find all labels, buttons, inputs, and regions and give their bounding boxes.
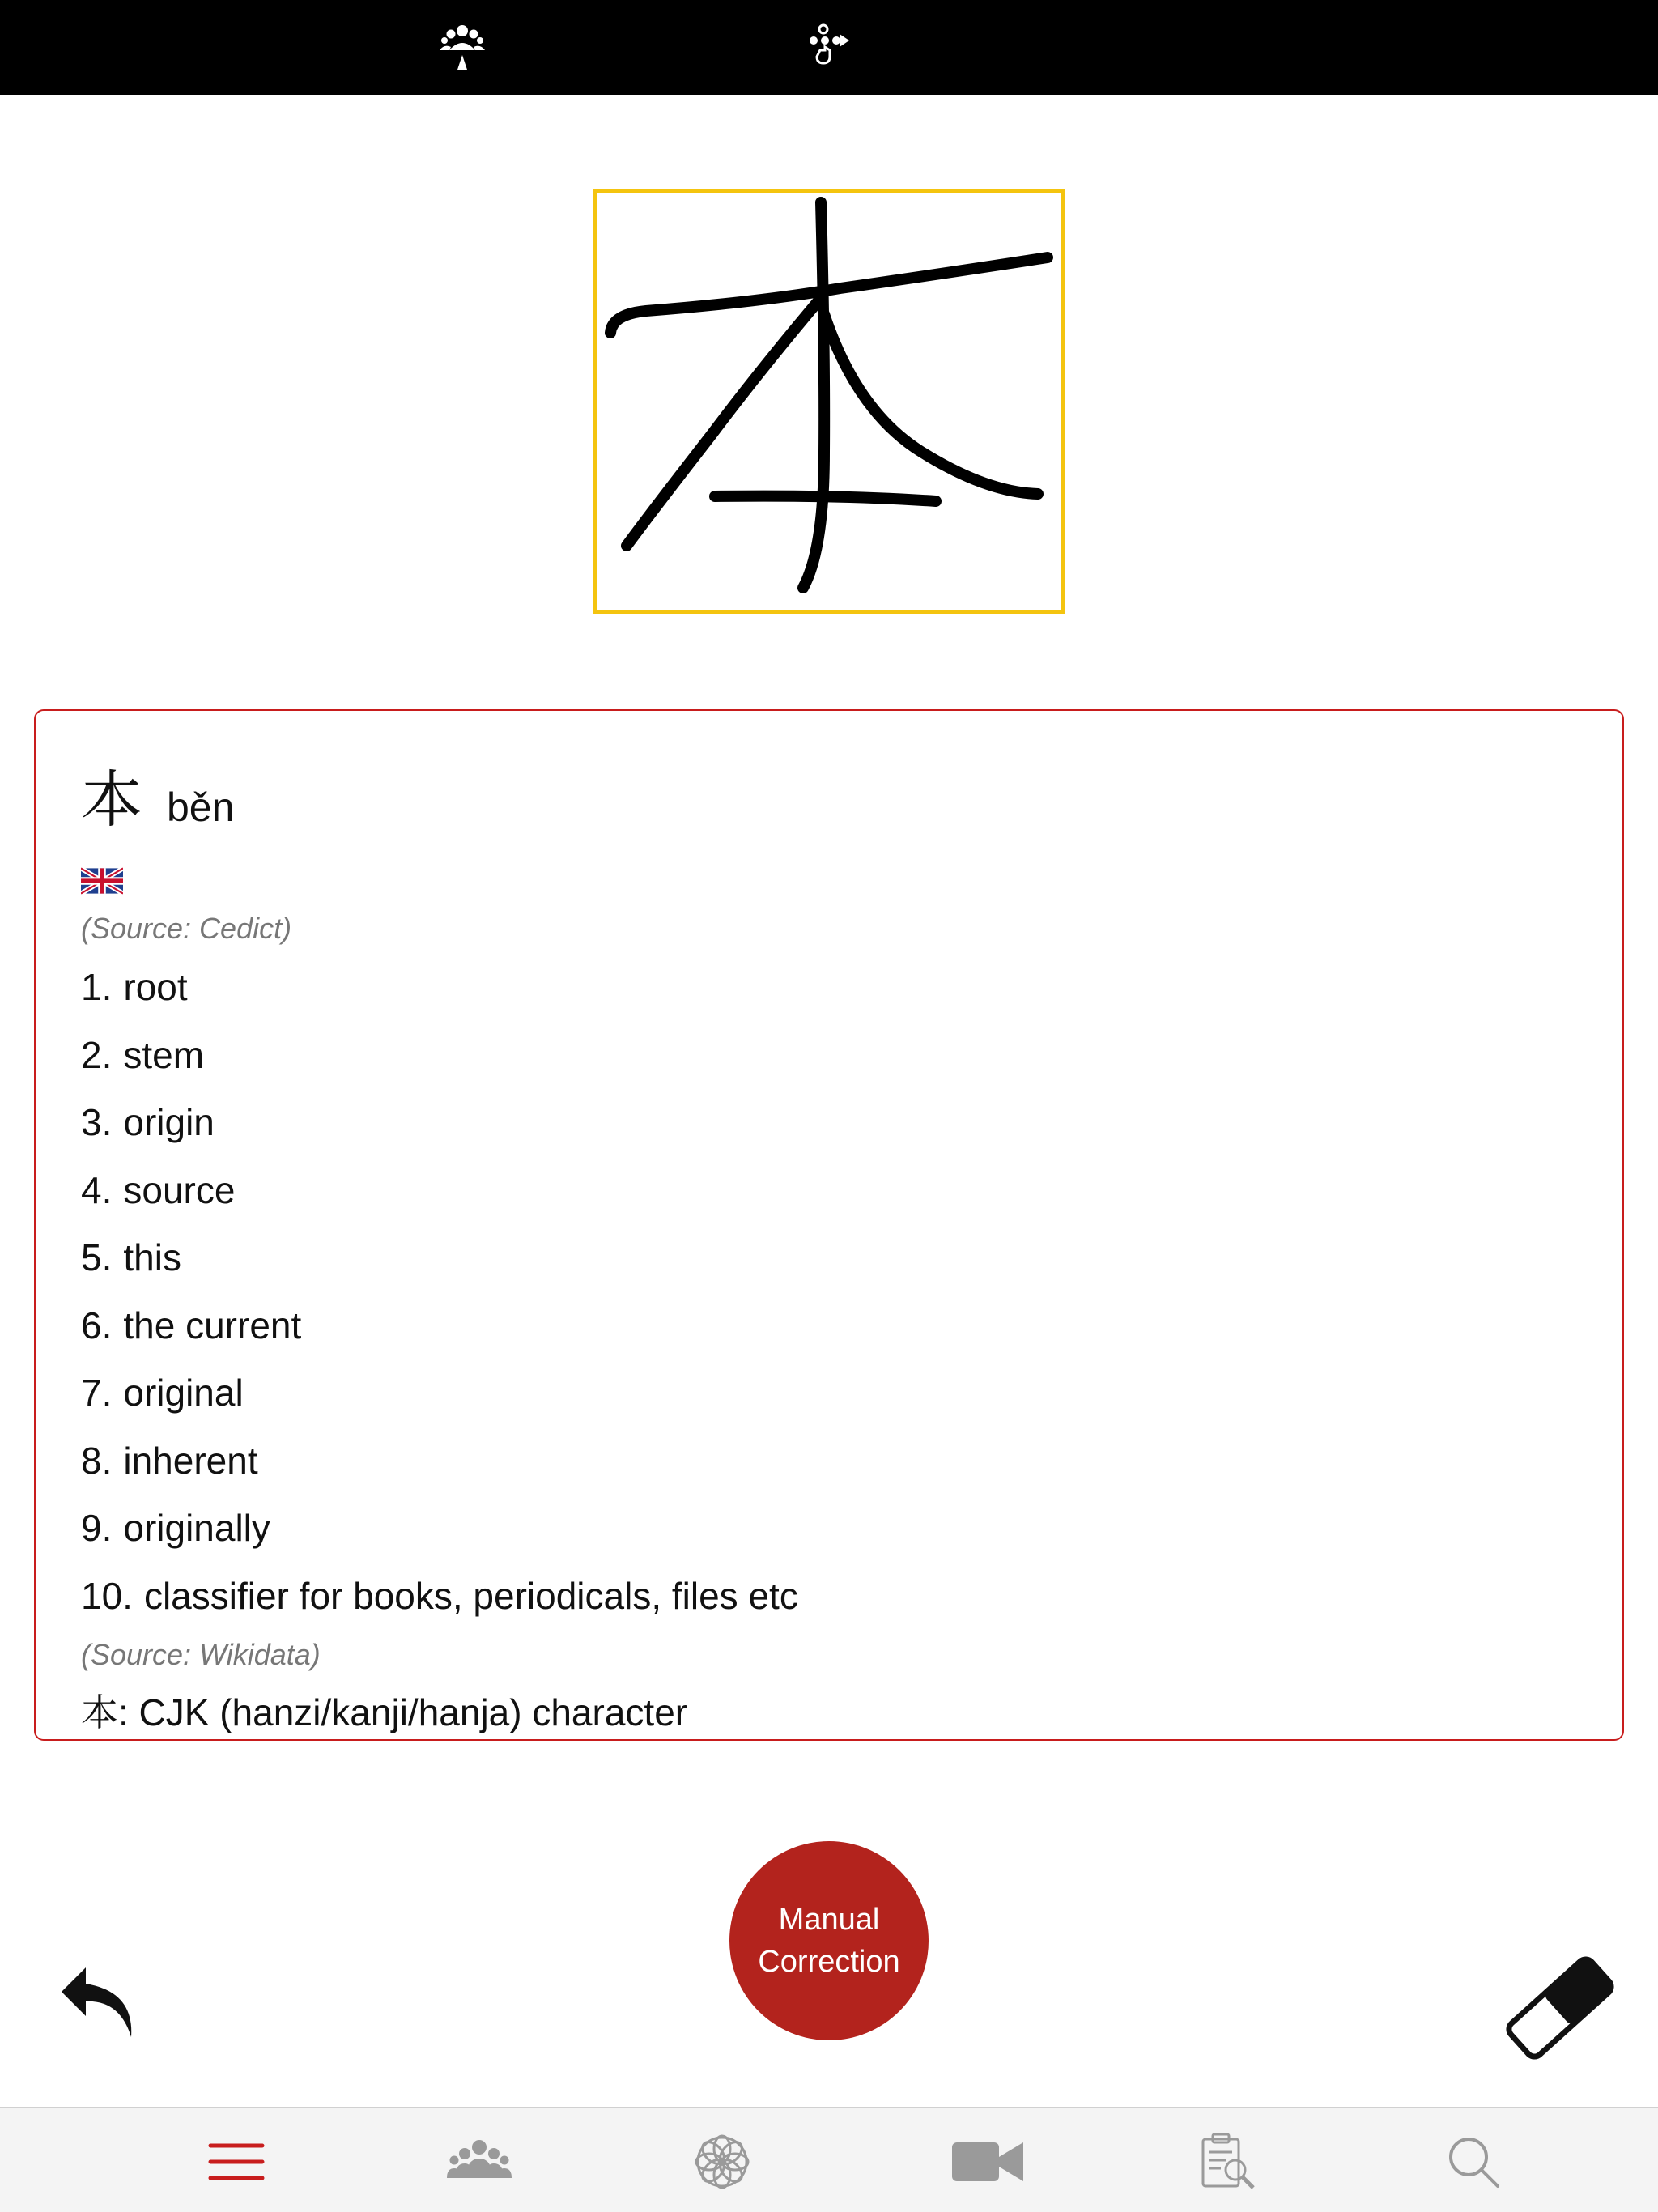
definition-item (81, 1427, 1590, 1495)
source-cedict: (Source: Cedict) (81, 912, 292, 945)
definition-number: 9. (81, 1507, 113, 1549)
result-pinyin: běn (167, 785, 235, 830)
menu-icon (204, 2131, 269, 2193)
definition-list (81, 954, 1590, 1630)
definition-text: the current (123, 1304, 302, 1346)
clipboard-search-icon (1197, 2131, 1261, 2193)
wikidata-description: 本: CJK (hanzi/kanji/hanja) character (81, 1691, 688, 1733)
undo-button[interactable] (57, 1959, 146, 2048)
uk-flag-icon[interactable] (81, 866, 123, 895)
tab-clipboard-search[interactable] (1197, 2131, 1261, 2193)
flower-icon (690, 2131, 755, 2193)
eraser-button[interactable] (1499, 1951, 1621, 2065)
manual-correction-label (758, 1899, 899, 1983)
definition-text: originally (123, 1507, 270, 1549)
definition-text: inherent (123, 1439, 258, 1482)
definition-number: 2. (81, 1033, 113, 1076)
definition-text: this (123, 1236, 181, 1278)
definition-text: original (123, 1372, 244, 1414)
definition-item (81, 1495, 1590, 1563)
bottom-tab-bar (0, 2107, 1658, 2212)
definition-text: source (123, 1168, 236, 1211)
definition-item (81, 1022, 1590, 1090)
tab-search[interactable] (1441, 2131, 1506, 2193)
dictionary-result-panel[interactable] (34, 709, 1624, 1741)
result-character: 本 (81, 764, 142, 836)
definition-item (81, 1563, 1590, 1631)
definition-number: 7. (81, 1372, 113, 1414)
definition-number: 1. (81, 966, 113, 1008)
eraser-icon (1499, 1951, 1621, 2065)
manual-correction-button[interactable] (729, 1841, 929, 2040)
people-icon (447, 2131, 512, 2193)
definition-number: 4. (81, 1168, 113, 1211)
handwritten-strokes (597, 193, 1061, 610)
tab-flower[interactable] (690, 2131, 755, 2193)
definition-number: 3. (81, 1101, 113, 1143)
definition-number: 5. (81, 1236, 113, 1278)
definition-item (81, 1157, 1590, 1225)
definition-item (81, 954, 1590, 1022)
top-toolbar (0, 0, 1658, 95)
tab-video[interactable] (950, 2131, 1025, 2193)
handwriting-canvas[interactable] (593, 189, 1065, 614)
manual-correction-line2: Correction (758, 1945, 900, 1979)
undo-arrow-icon (57, 1959, 146, 2048)
definition-text: stem (123, 1033, 205, 1076)
definition-item (81, 1224, 1590, 1292)
definition-text: root (123, 966, 188, 1008)
headword (81, 764, 1590, 866)
group-presentation-icon[interactable] (438, 23, 487, 73)
cluster-hand-icon[interactable] (804, 23, 852, 73)
definition-number: 8. (81, 1439, 113, 1482)
definition-text: classifier for books, periodicals, files etc (143, 1574, 798, 1617)
definition-text: origin (123, 1101, 215, 1143)
source-wikidata: (Source: Wikidata) (81, 1638, 321, 1671)
video-icon (950, 2131, 1025, 2193)
definition-item (81, 1089, 1590, 1157)
tab-menu[interactable] (204, 2131, 269, 2193)
definition-number: 10. (81, 1574, 133, 1617)
tab-community[interactable] (447, 2131, 512, 2193)
definition-number: 6. (81, 1304, 113, 1346)
search-icon (1441, 2131, 1506, 2193)
definition-item (81, 1292, 1590, 1360)
definition-item (81, 1359, 1590, 1427)
manual-correction-line1: Manual (778, 1903, 880, 1937)
